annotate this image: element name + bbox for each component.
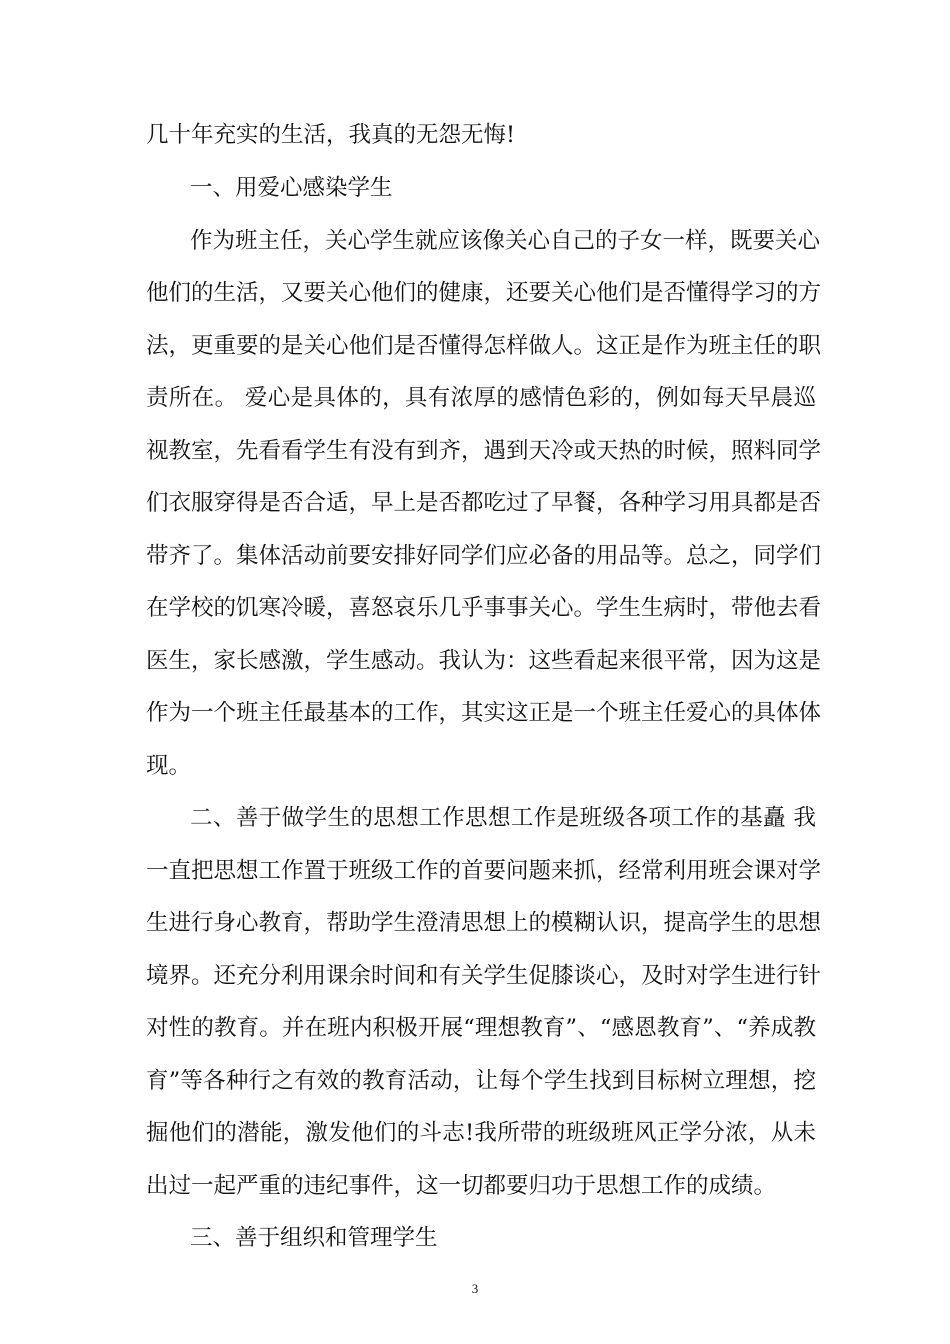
paragraph-line: 生进行身心教育，帮助学生澄清思想上的模糊认识，提高学生的思想 — [146, 910, 822, 936]
paragraph-line: 带齐了。集体活动前要安排好同学们应必备的用品等。总之，同学们 — [146, 543, 822, 569]
paragraph-line: 在学校的饥寒冷暖，喜怒哀乐几乎事事关心。学生生病时，带他去看 — [146, 595, 822, 621]
section-heading: 三、善于组织和管理学生 — [190, 1225, 438, 1251]
paragraph-line: 医生，家长感激，学生感动。我认为：这些看起来很平常，因为这是 — [146, 648, 822, 674]
paragraph-line: 们衣服穿得是否合适，早上是否都吃过了早餐，各种学习用具都是否 — [146, 490, 822, 516]
paragraph-line: 他们的生活，又要关心他们的健康，还要关心他们是否懂得学习的方 — [146, 280, 822, 306]
paragraph-line: 掘他们的潜能，激发他们的斗志!我所带的班级班风正学分浓，从未 — [146, 1120, 816, 1146]
paragraph-line: 几十年充实的生活，我真的无怨无悔! — [146, 122, 516, 148]
page-number: 3 — [471, 1281, 479, 1296]
paragraph-line: 视教室，先看看学生有没有到齐，遇到天冷或天热的时候，照料同学 — [146, 438, 822, 464]
section-heading: 一、用爱心感染学生 — [190, 175, 393, 201]
paragraph-line: 育”等各种行之有效的教育活动，让每个学生找到目标树立理想，挖 — [146, 1068, 816, 1094]
paragraph-line: 作为班主任，关心学生就应该像关心自己的子女一样，既要关心 — [190, 228, 821, 254]
paragraph-line: 境界。还充分利用课余时间和有关学生促膝谈心，及时对学生进行针 — [146, 963, 822, 989]
paragraph-line: 一直把思想工作置于班级工作的首要问题来抓，经常利用班会课对学 — [146, 858, 822, 884]
section-heading: 二、善于做学生的思想工作思想工作是班级各项工作的基矗 我 — [190, 805, 816, 831]
paragraph-line: 责所在。 爱心是具体的，具有浓厚的感情色彩的，例如每天早晨巡 — [146, 385, 816, 411]
paragraph-line: 作为一个班主任最基本的工作，其实这正是一个班主任爱心的具体体 — [146, 700, 822, 726]
paragraph-line: 对性的教育。并在班内积极开展“理想教育”、“感恩教育”、“养成教 — [146, 1015, 816, 1041]
paragraph-line: 现。 — [146, 753, 192, 779]
paragraph-line: 法，更重要的是关心他们是否懂得怎样做人。这正是作为班主任的职 — [146, 333, 822, 359]
paragraph-line: 出过一起严重的违纪事件，这一切都要归功于思想工作的成绩。 — [146, 1173, 777, 1199]
